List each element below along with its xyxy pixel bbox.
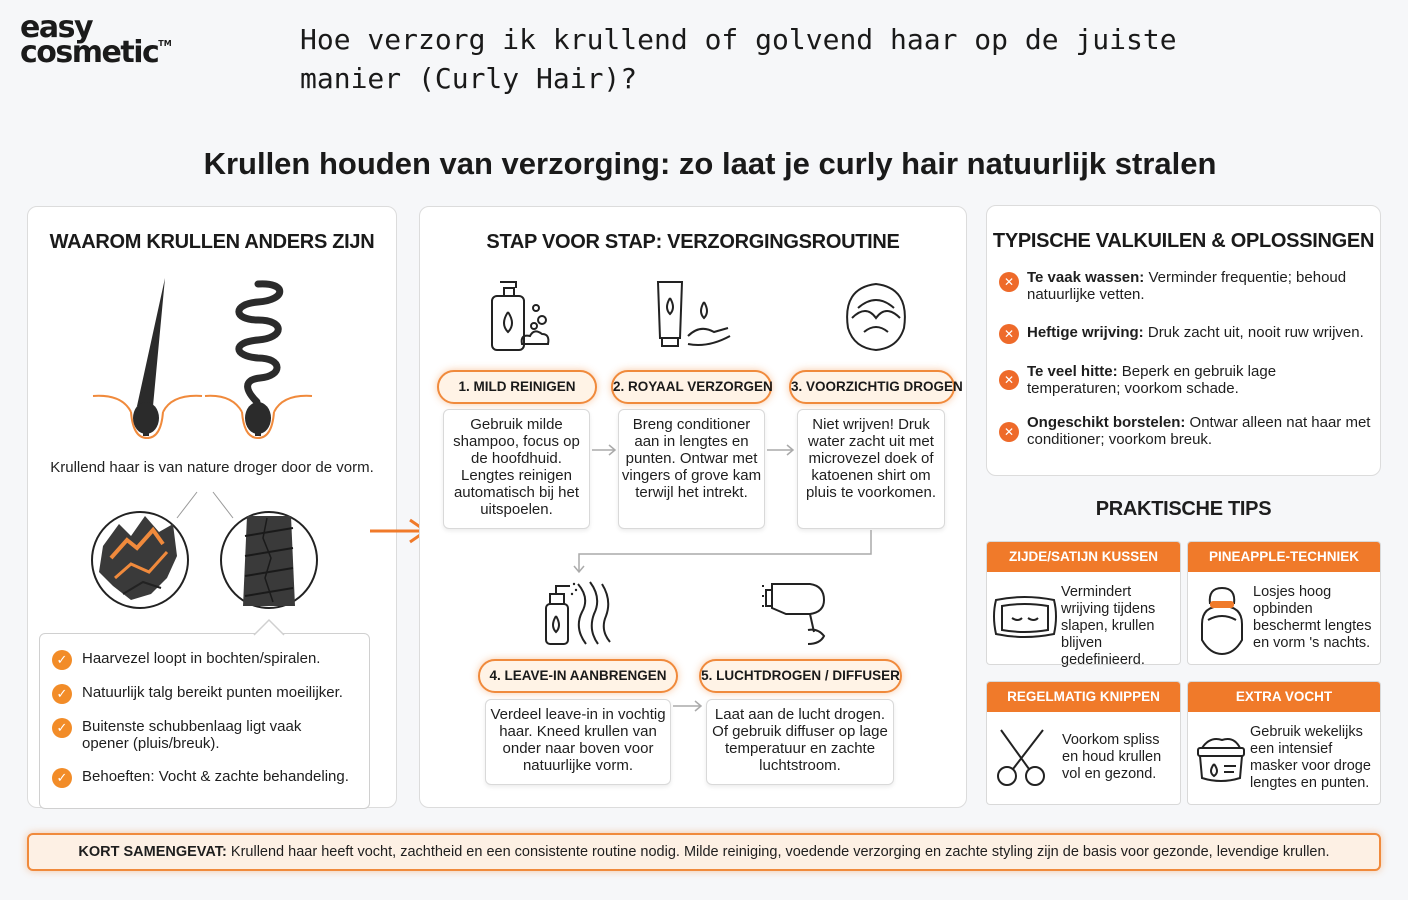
why-point: ✓ Natuurlijk talg bereikt punten moeilijker. [82, 684, 402, 701]
summary-label: KORT SAMENGEVAT: [78, 844, 227, 860]
pitfall-item: ✕ Ongeschikt borstelen: Ontwar alleen nat haar met conditioner; voorkom breuk. [1027, 414, 1372, 448]
open-cuticle-illustration [92, 512, 188, 608]
pitfall-item: ✕ Te veel hitte: Beperk en gebruik lage temperaturen; voorkom schade. [1027, 363, 1372, 397]
tip-title: REGELMATIG KNIPPEN [987, 682, 1180, 712]
step-connectors [419, 206, 967, 808]
callout-pointer [252, 618, 286, 636]
hair-diagram [27, 206, 397, 626]
brand-line-1: easy [20, 10, 93, 45]
check-icon: ✓ [52, 684, 72, 704]
tip-card-mask [1187, 681, 1381, 805]
closed-cuticle-illustration [221, 512, 317, 608]
pitfalls-heading: TYPISCHE VALKUILEN & OPLOSSINGEN [992, 230, 1375, 252]
pitfall-item: ✕ Te vaak wassen: Verminder frequentie; behoud natuurlijke vetten. [1027, 269, 1372, 303]
step-label-2: 2. ROYAAL VERZORGEN [611, 370, 772, 404]
summary-text: Krullend haar heeft vocht, zachtheid en een consistente routine nodig. Milde reiniging, voedende verzorging en zachte styling zijn de basis voor gezonde, levendige krullen. [226, 844, 1330, 860]
x-icon: ✕ [999, 272, 1019, 292]
why-point: ✓ Haarvezel loopt in bochten/spiralen. [82, 650, 402, 667]
step-label-3: 3. VOORZICHTIG DROGEN [789, 370, 955, 404]
tip-card-pineapple [1187, 541, 1381, 665]
check-icon: ✓ [52, 768, 72, 788]
summary-bar [27, 833, 1381, 871]
brand-logo[interactable] [20, 10, 172, 70]
brand-tm: TM [158, 38, 172, 48]
tip-text: Gebruik wekelijks een intensief masker voor droge lengtes en punten. [1250, 724, 1371, 791]
step-text-4: Verdeel leave-in in vochtig haar. Kneed krullen van onder naar boven voor natuurlijke vorm. [485, 699, 671, 785]
tips-heading: PRAKTISCHE TIPS [1095, 498, 1272, 520]
hair-bun-icon [1194, 584, 1250, 660]
pitfall-item: ✕ Heftige wrijving: Druk zacht uit, nooit ruw wrijven. [1027, 324, 1372, 341]
tip-card-scissors [986, 681, 1181, 805]
check-icon: ✓ [52, 718, 72, 738]
x-icon: ✕ [999, 422, 1019, 442]
tip-text: Voorkom spliss en houd krullen vol en gezond. [1062, 732, 1162, 782]
tip-text: Losjes hoog opbinden beschermt lengtes en vorm 's nachts. [1253, 584, 1372, 651]
scissors-icon [995, 724, 1051, 788]
tip-title: ZIJDE/SATIJN KUSSEN [987, 542, 1180, 572]
straight-follicle-illustration [93, 278, 202, 438]
step-text-1: Gebruik milde shampoo, focus op de hoofdhuid. Lengtes reinigen automatisch bij het uitspoelen. [443, 409, 590, 529]
why-point: ✓ Buitenste schubbenlaag ligt vaak opener (pluis/breuk). [82, 718, 352, 752]
tip-card-pillow [986, 541, 1181, 668]
tip-title: EXTRA VOCHT [1188, 682, 1380, 712]
sleep-mask-icon [992, 592, 1058, 642]
x-icon: ✕ [999, 324, 1019, 344]
why-caption: Krullend haar is van nature droger door de vorm. [50, 459, 374, 476]
page-title: Hoe verzorg ik krullend of golvend haar op de juiste manier (Curly Hair)? [300, 23, 1177, 95]
page-subtitle: Krullen houden van verzorging: zo laat je curly hair natuurlijk stralen [203, 146, 1217, 181]
step-text-5: Laat aan de lucht drogen. Of gebruik diffuser op lage temperatuur en zachte luchtstroom. [706, 699, 894, 785]
why-point: ✓ Behoeften: Vocht & zachte behandeling. [82, 768, 402, 785]
curly-follicle-illustration [205, 284, 312, 438]
tip-title: PINEAPPLE-TECHNIEK [1188, 542, 1380, 572]
brand-line-2: cosmetic [20, 34, 159, 70]
step-text-2: Breng conditioner aan in lengtes en punten. Ontwar met vingers of grove kam terwijl het intrekt. [618, 409, 765, 529]
step-label-1: 1. MILD REINIGEN [437, 370, 597, 404]
routine-heading: STAP VOOR STAP: VERZORGINGSROUTINE [486, 231, 900, 253]
check-icon: ✓ [52, 650, 72, 670]
x-icon: ✕ [999, 370, 1019, 390]
why-heading: WAAROM KRULLEN ANDERS ZIJN [49, 231, 375, 253]
cream-jar-icon [1194, 732, 1248, 786]
step-text-3: Niet wrijven! Druk water zacht uit met microvezel doek of katoenen shirt om pluis te voorkomen. [797, 409, 945, 529]
step-label-5: 5. LUCHTDROGEN / DIFFUSER [699, 659, 902, 693]
step-label-4: 4. LEAVE-IN AANBRENGEN [478, 659, 678, 693]
tip-text: Vermindert wrijving tijdens slapen, krullen blijven gedefinieerd. [1061, 584, 1156, 668]
